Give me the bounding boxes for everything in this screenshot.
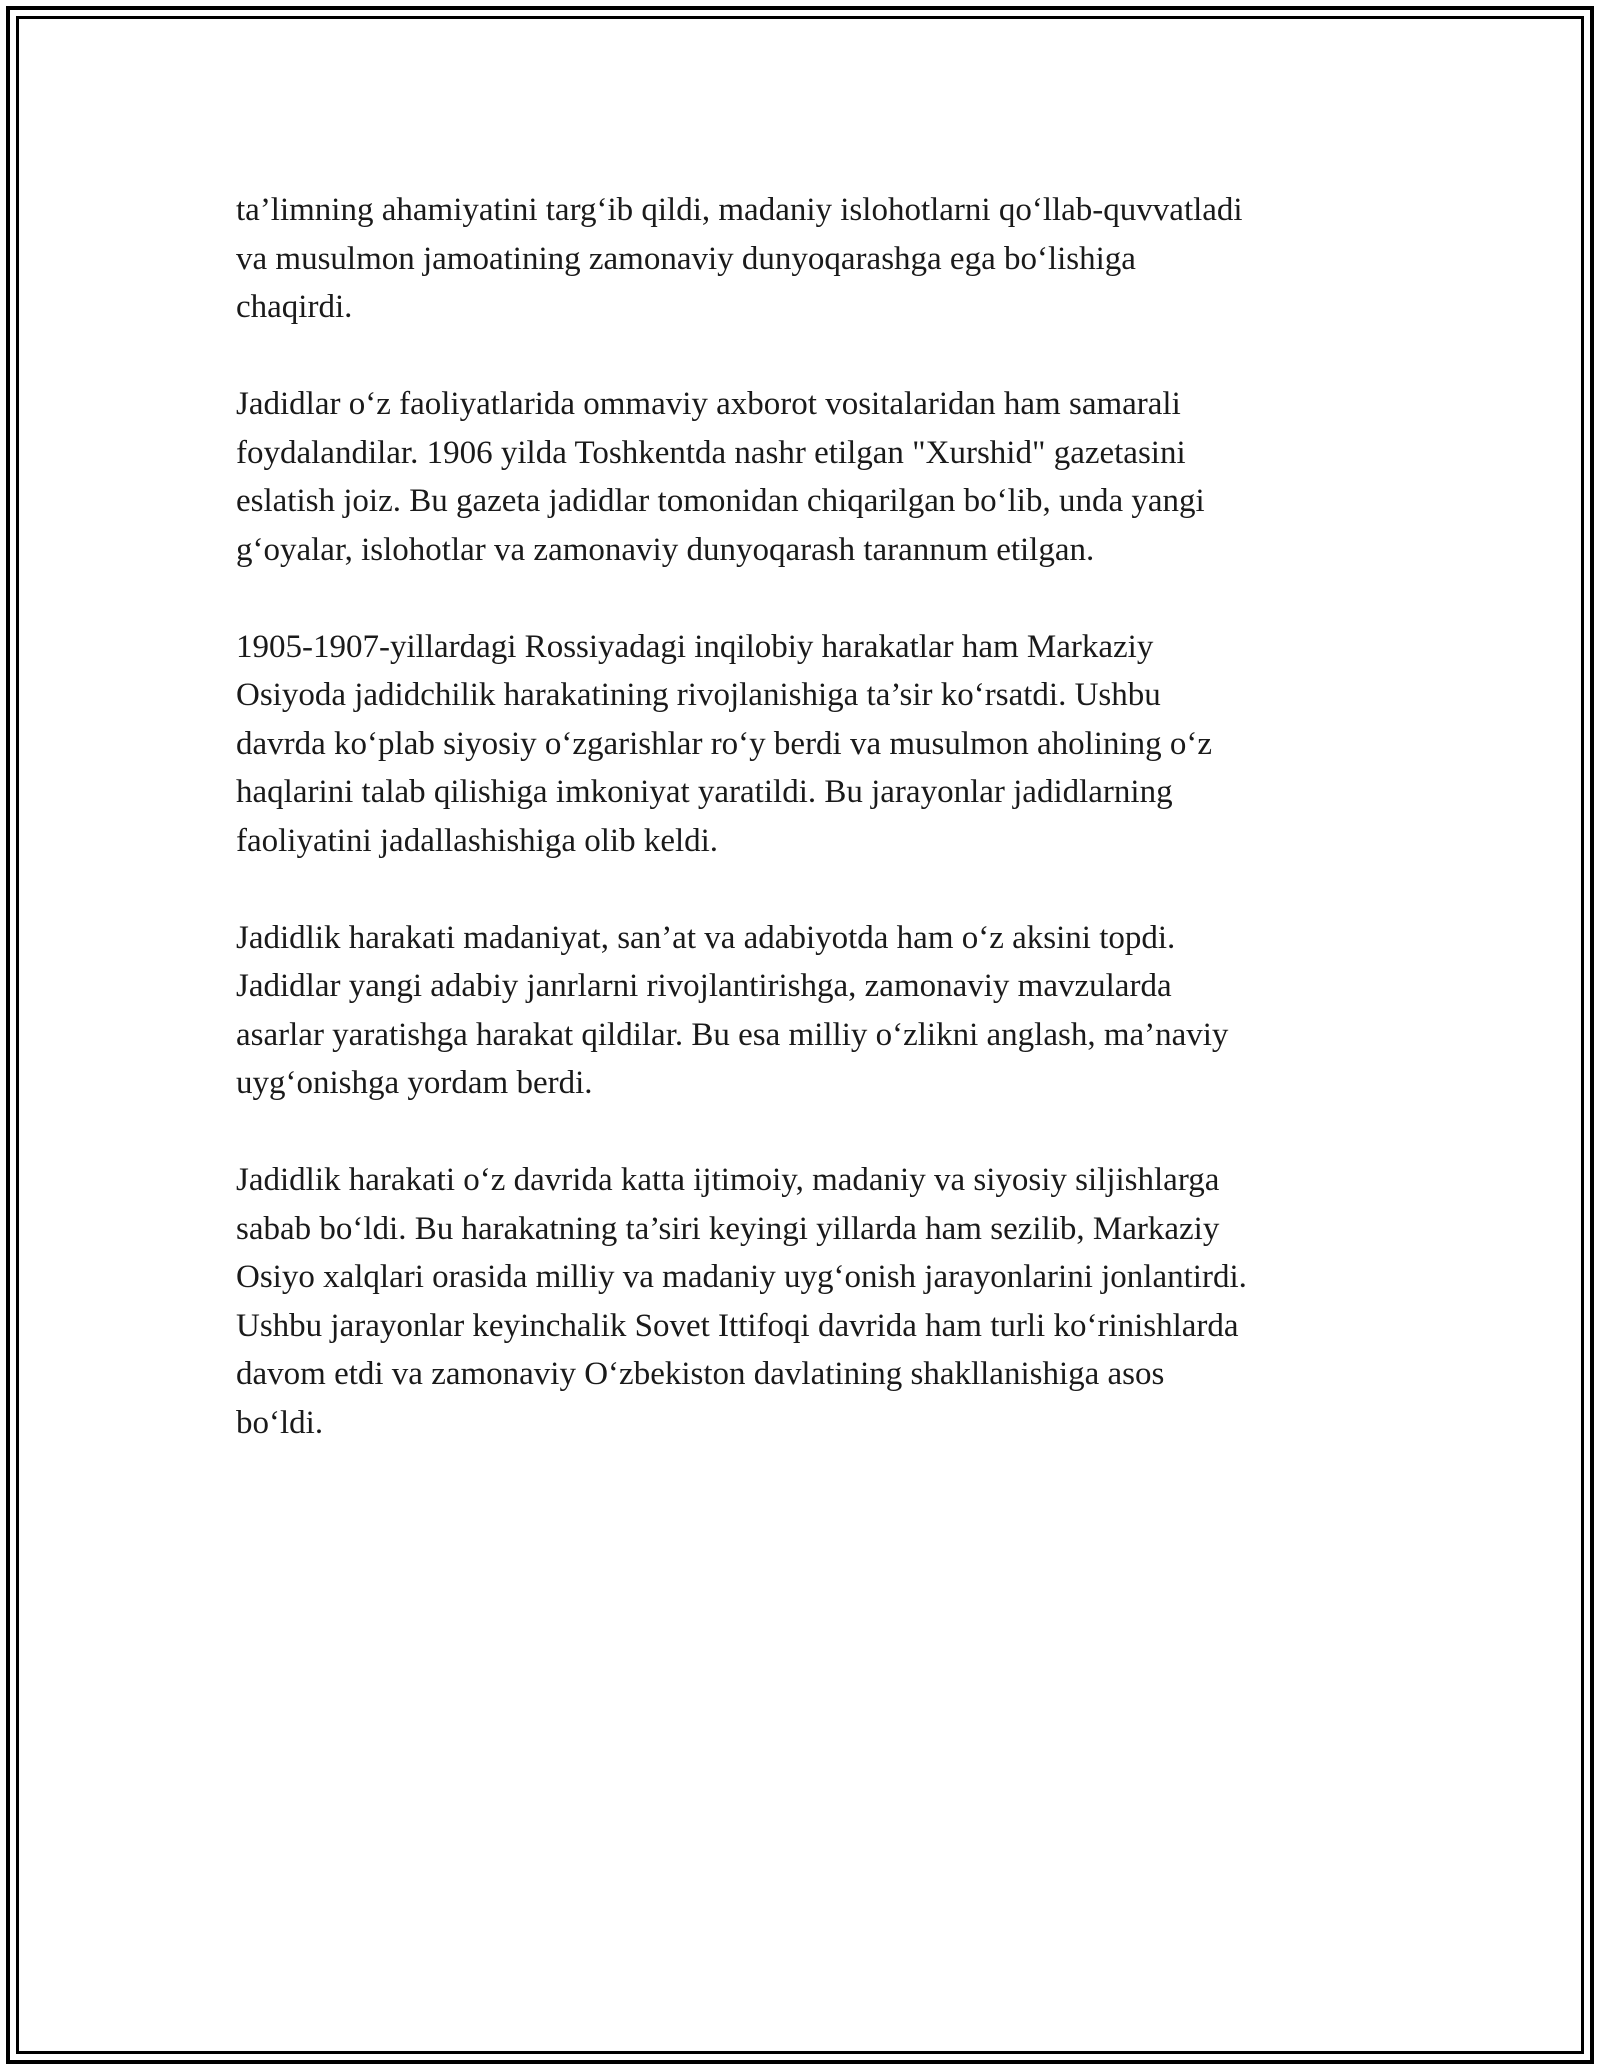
text-line: faoliyatini jadallashishiga olib keldi.: [236, 822, 719, 859]
text-line: Ushbu jarayonlar keyinchalik Sovet Ittifoqi davrida ham turli ko‘rinishlarda: [236, 1307, 1239, 1344]
text-line: Osiyo xalqlari orasida milliy va madaniy uyg‘onish jarayonlarini jonlantirdi.: [236, 1259, 1247, 1295]
text-line: Jadidlik harakati o‘z davrida katta ijtimoiy, madaniy va siyosiy siljishlarga: [236, 1162, 1220, 1198]
paragraph-5: [236, 1156, 1366, 1447]
document-body: [236, 186, 1366, 1496]
text-line: chaqirdi.: [236, 289, 353, 325]
text-line: Osiyoda jadidchilik harakatining rivojlanishiga ta’sir ko‘rsatdi. Ushbu: [236, 677, 1161, 713]
text-line: asarlar yaratishga harakat qildilar. Bu esa milliy o‘zlikni anglash, ma’naviy: [236, 1016, 1229, 1053]
text-line: davom etdi va zamonaviy O‘zbekiston davlatining shakllanishiga asos: [236, 1356, 1165, 1392]
text-line: Jadidlik harakati madaniyat, san’at va adabiyotda ham o‘z aksini topdi.: [236, 919, 1176, 956]
paragraph-4: [236, 914, 1366, 1108]
text-line: haqlarini talab qilishiga imkoniyat yaratildi. Bu jarayonlar jadidlarning: [236, 774, 1173, 810]
text-line: 1905-1907-yillardagi Rossiyadagi inqilobiy harakatlar ham Markaziy: [236, 628, 1154, 665]
text-line: bo‘ldi.: [236, 1404, 324, 1441]
text-line: Jadidlar o‘z faoliyatlarida ommaviy axborot vositalaridan ham samarali: [236, 386, 1181, 422]
text-line: ta’limning ahamiyatini targ‘ib qildi, madaniy islohotlarni qo‘llab-quvvatladi: [236, 192, 1243, 228]
paragraph-1: [236, 186, 1366, 332]
text-line: Jadidlar yangi adabiy janrlarni rivojlantirishga, zamonaviy mavzularda: [236, 968, 1172, 1004]
text-line: sabab bo‘ldi. Bu harakatning ta’siri keyingi yillarda ham sezilib, Markaziy: [236, 1210, 1220, 1247]
text-line: foydalandilar. 1906 yilda Toshkentda nashr etilgan "Xurshid" gazetasini: [236, 434, 1186, 471]
text-line: davrda ko‘plab siyosiy o‘zgarishlar ro‘y berdi va musulmon aholining o‘z: [236, 725, 1213, 762]
text-line: eslatish joiz. Bu gazeta jadidlar tomonidan chiqarilgan bo‘lib, unda yangi: [236, 483, 1205, 519]
paragraph-2: [236, 380, 1366, 574]
text-line: uyg‘onishga yordam berdi.: [236, 1065, 593, 1101]
text-line: va musulmon jamoatining zamonaviy dunyoqarashga ega bo‘lishiga: [236, 240, 1136, 277]
paragraph-3: [236, 623, 1366, 866]
text-line: g‘oyalar, islohotlar va zamonaviy dunyoqarash tarannum etilgan.: [236, 531, 1095, 568]
